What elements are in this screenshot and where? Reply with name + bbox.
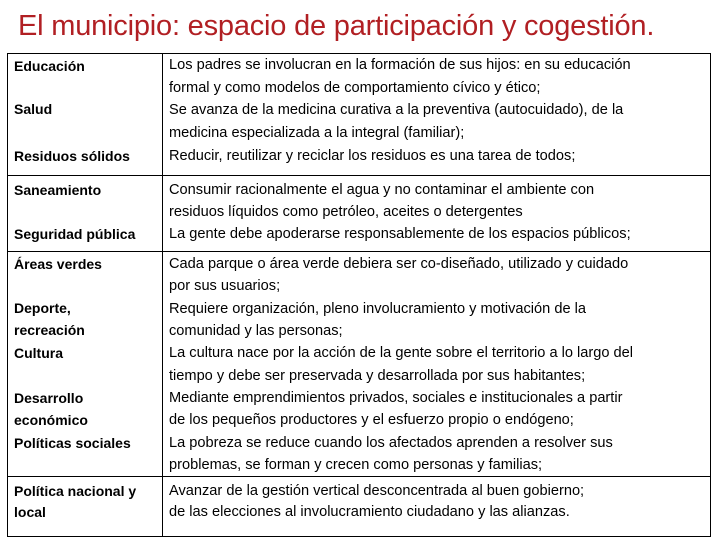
label-seguridad-publica: Seguridad pública [14,226,136,242]
desc-line: Reducir, reutilizar y reciclar los residuos es una tarea de todos; [169,148,576,164]
desc-line: La gente debe apoderarse responsablemente de los espacios públicos; [169,226,631,242]
desc-line: Requiere organización, pleno involucramiento y motivación de la [169,301,586,317]
desc-line: formal y como modelos de comportamiento cívico y ético; [169,80,541,96]
topics-table [7,53,711,537]
table-row-green-culture-social [8,251,710,477]
label-local: local [14,504,46,520]
label-residuos-solidos: Residuos sólidos [14,148,130,164]
label-areas-verdes: Áreas verdes [14,256,102,272]
label-deporte: Deporte, [14,300,71,316]
label-desarrollo: Desarrollo [14,390,84,406]
label-saneamiento: Saneamiento [14,182,102,198]
label-educacion: Educación [14,58,85,74]
desc-line: La pobreza se reduce cuando los afectados aprenden a resolver sus [169,435,613,451]
desc-line: Los padres se involucran en la formación de sus hijos: en su educación [169,57,631,73]
desc-line: Mediante emprendimientos privados, sociales e institucionales a partir [169,390,623,406]
label-economico: económico [14,412,88,428]
table-row-sanitation-security [8,175,710,252]
table-row-education-health-waste [8,54,710,175]
desc-line: tiempo y debe ser preservada y desarrollada por sus habitantes; [169,368,586,384]
label-politicas-sociales: Políticas sociales [14,435,131,451]
label-politica-nacional: Política nacional y [14,483,137,499]
desc-line: residuos líquidos como petróleo, aceites o detergentes [169,204,523,220]
table-row-national-policy [8,476,710,537]
desc-line: La cultura nace por la acción de la gente sobre el territorio a lo largo del [169,345,634,361]
desc-line: de los pequeños productores y el esfuerzo propio o endógeno; [169,412,574,428]
desc-line: Avanzar de la gestión vertical desconcentrada al buen gobierno; [169,483,585,499]
desc-line: Cada parque o área verde debiera ser co-diseñado, utilizado y cuidado [169,256,629,272]
desc-line: medicina especializada a la integral (familiar); [169,125,465,141]
label-salud: Salud [14,101,53,117]
label-cultura: Cultura [14,345,63,361]
slide-title: El municipio: espacio de participación y cogestión. [18,10,655,42]
label-recreacion: recreación [14,322,85,338]
desc-line: comunidad y las personas; [169,323,343,339]
desc-line: por sus usuarios; [169,278,281,294]
desc-line: Se avanza de la medicina curativa a la preventiva (autocuidado), de la [169,102,624,118]
desc-line: de las elecciones al involucramiento ciudadano y las alianzas. [169,504,570,520]
desc-line: problemas, se forman y crecen como personas y familias; [169,457,543,473]
desc-line: Consumir racionalmente el agua y no contaminar el ambiente con [169,182,595,198]
